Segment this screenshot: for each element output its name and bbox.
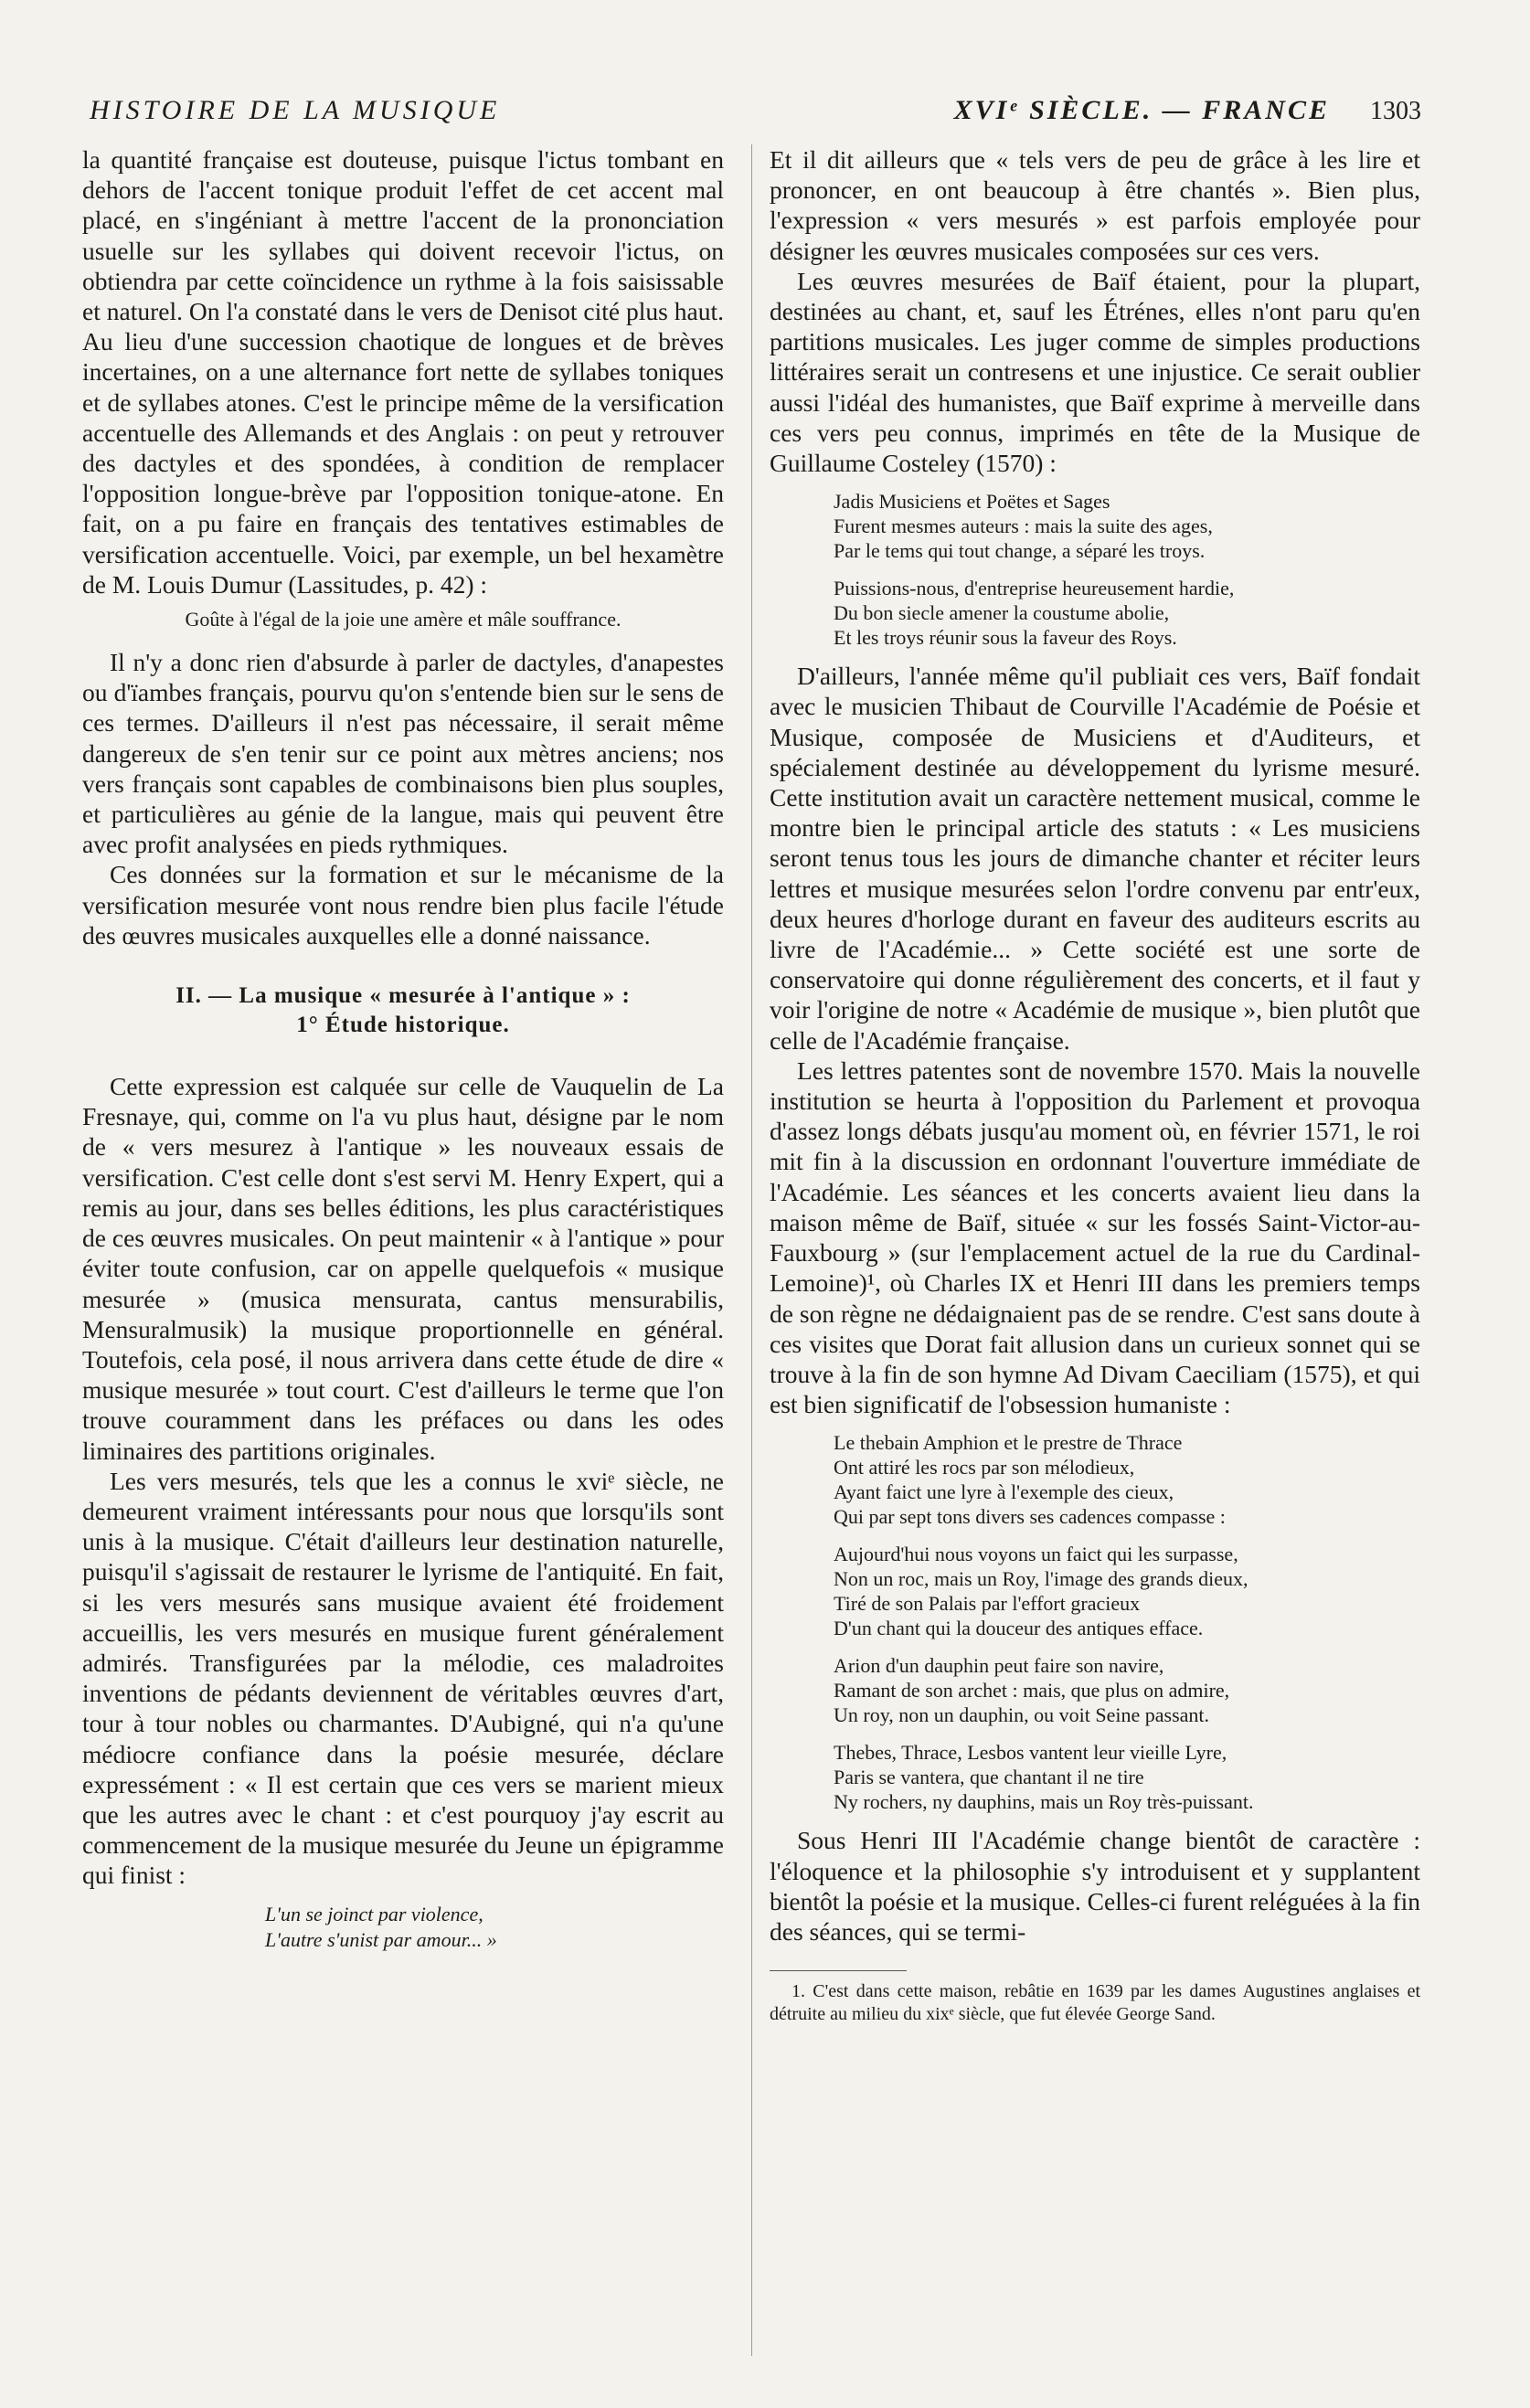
verse-stanza [834, 1653, 1420, 1727]
verse-line: Jadis Musiciens et Poëtes et Sages [834, 490, 1110, 514]
paragraph: D'ailleurs, l'année même qu'il publiait ces vers, Baïf fondait avec le musicien Thibaut de Courville l'Académie de Poésie et Musique, composée de Musiciens et d'Auditeurs, et spécialement destinée au développement du lyrisme mesuré. Cette institution avait un caractère nettement musical, comme le montre bien le principal article des statuts : « Les musiciens seront tenus tous les jours de dimanche chanter et réciter leurs lettres et musique mesurées selon l'ordre convenu par entr'eux, deux heures d'horloge durant en faveur des auditeurs escrits au livre de l'Académie... » Cette société est une sorte de conservatoire qui donne régulièrement des concerts, et il faut y voir l'origine de notre « Académie de musique », bien plutôt que celle de l'Académie française. [770, 662, 1420, 1055]
verse-line: Ont attiré les rocs par son mélodieux, [834, 1456, 1135, 1480]
paragraph: la quantité française est douteuse, puisque l'ictus tombant en dehors de l'accent tonique produit l'effet de cet accent mal placé, en s'ingéniant à mettre l'accent de la prononciation usuelle sur les syllabes qui doivent recevoir l'ictus, on obtiendra par cette coïncidence un rythme à la fois saisissable et naturel. On l'a constaté dans le vers de Denisot cité plus haut. Au lieu d'une succession chaotique de longues et de brèves incertaines, on a une alternance fort nette de syllabes toniques et de syllabes atones. C'est le principe même de la versification accentuelle des Allemands et des Anglais : on peut y retrouver des dactyles et des spondées, à condition de remplacer l'opposition longue-brève par l'opposition tonique-atone. En fait, on a pu faire en français des tentatives estimables de versification accentuelle. Voici, par exemple, un bel hexamètre de M. Louis Dumur (Lassitudes, p. 42) : [82, 145, 724, 599]
section-heading [82, 981, 724, 1040]
paragraph: Cette expression est calquée sur celle de Vauquelin de La Fresnaye, qui, comme on l'a vu plus haut, désigne par le nom de « vers mesurez à l'antique » les nouveaux essais de versification. C'est celle dont s'est servi M. Henry Expert, qui a remis au jour, dans ses belles éditions, les plus caractéristiques de ces œuvres musicales. On peut maintenir « à l'antique » pour éviter toute confusion, car on appelle quelquefois « musique mesurée » (musica mensurata, cantus mensurabilis, Mensuralmusik) la musique proportionnelle en général. Toutefois, cela posé, il nous arrivera dans cette étude de dire « musique mesurée » tout court. C'est d'ailleurs le terme que l'on trouve couramment dans les préfaces ou dans les odes liminaires des partitions originales. [82, 1072, 724, 1465]
verse-line: Paris se vantera, que chantant il ne tire [834, 1766, 1144, 1789]
epigram-line: L'autre s'unist par amour... » [265, 1927, 497, 1951]
footnote: 1. C'est dans cette maison, rebâtie en 1639 par les dames Augustines anglaises et détruite au milieu du xixᵉ siècle, que fut élevée George Sand. [770, 1981, 1420, 2025]
paragraph: Les œuvres mesurées de Baïf étaient, pour la plupart, destinées au chant, et, sauf les Étrénes, elles n'ont paru qu'en partitions musicales. Les juger comme de simples productions littéraires serait un contresens et une injustice. Ce serait oublier aussi l'idéal des humanistes, que Baïf exprime à merveille dans ces vers peu connus, imprimés en tête de la Musique de Guillaume Costeley (1570) : [770, 266, 1420, 478]
verse-line: Qui par sept tons divers ses cadences compasse : [834, 1505, 1226, 1529]
verse-line: Puissions-nous, d'entreprise heureusement hardie, [834, 577, 1235, 600]
epigram-quote [265, 1902, 724, 1953]
right-column [770, 144, 1420, 2026]
paragraph: Et il dit ailleurs que « tels vers de peu de grâce à les lire et prononcer, en ont beaucoup à être chantés ». Bien plus, l'expression « vers mesurés » est parfois employée pour désigner les œuvres musicales composées sur ces vers. [770, 145, 1420, 265]
header-title-left: HISTOIRE DE LA MUSIQUE [90, 95, 501, 125]
verse-line: Par le tems qui tout change, a séparé les troys. [834, 539, 1206, 563]
verse-line: Thebes, Thrace, Lesbos vantent leur vieille Lyre, [834, 1741, 1227, 1765]
verse-stanza [834, 489, 1420, 563]
verse-stanza [834, 576, 1420, 650]
verse-line: Un roy, non un dauphin, ou voit Seine passant. [834, 1703, 1210, 1727]
left-column [82, 144, 724, 1953]
paragraph: Ces données sur la formation et sur le mécanisme de la versification mesurée vont nous rendre bien plus facile l'étude des œuvres musicales auxquelles elle a donné naissance. [82, 860, 724, 949]
section-heading-line: II. — La musique « mesurée à l'antique » : [175, 983, 631, 1009]
verse-line: Furent mesmes auteurs : mais la suite des ages, [834, 514, 1213, 538]
verse-line: Arion d'un dauphin peut faire son navire, [834, 1654, 1164, 1678]
verse-line: Ramant de son archet : mais, que plus on admire, [834, 1679, 1230, 1703]
verse-line: Du bon siecle amener la coustume abolie, [834, 601, 1170, 625]
quoted-hexameter: Goûte à l'égal de la joie une amère et mâle souffrance. [185, 608, 622, 631]
verse-line: Et les troys réunir sous la faveur des Roys. [834, 626, 1177, 650]
section-heading-line: 1° Étude historique. [296, 1013, 510, 1038]
epigram-line: L'un se joinct par violence, [265, 1902, 483, 1925]
sonnet-dorat [834, 1430, 1420, 1814]
verse-line: Tiré de son Palais par l'effort gracieux [834, 1592, 1141, 1616]
verse-line: D'un chant qui la douceur des antiques efface. [834, 1617, 1204, 1640]
verse-line: Non un roc, mais un Roy, l'image des grands dieux, [834, 1567, 1248, 1591]
verse-stanza [834, 1542, 1420, 1640]
verse-line: Aujourd'hui nous voyons un faict qui les surpasse, [834, 1543, 1238, 1566]
verse-line: Le thebain Amphion et le prestre de Thrace [834, 1431, 1183, 1455]
header-title-right: XVIᵉ SIÈCLE. — FRANCE [953, 95, 1330, 125]
paragraph: Les vers mesurés, tels que les a connus le xviᵉ siècle, ne demeurent vraiment intéressants pour nous que lorsqu'ils sont unis à la musique. C'était d'ailleurs leur destination naturelle, puisqu'il s'agissait de restaurer le lyrisme de l'antiquité. En fait, si les vers mesurés sans musique avaient été froidement accueillis, les vers mesurés en musique furent généralement admirés. Transfigurées par la mélodie, ces maladroites inventions de pédants deviennent de véritables œuvres d'art, tour à tour nobles ou charmantes. D'Aubigné, qui n'a qu'une médiocre confiance dans la poésie mesurée, déclare expressément : « Il est certain que ces vers se marient mieux que les autres avec le chant : et c'est pourquoy j'ay escrit au commencement de la musique mesurée du Jeune un épigramme qui finist : [82, 1466, 724, 1890]
footnote-rule [770, 1970, 907, 1971]
verse-line: Ayant faict une lyre à l'exemple des cieux, [834, 1480, 1174, 1504]
verse-block-costeley [834, 489, 1420, 650]
verse-stanza [834, 1430, 1420, 1529]
verse-line: Ny rochers, ny dauphins, mais un Roy très-puissant. [834, 1790, 1254, 1814]
paragraph: Les lettres patentes sont de novembre 1570. Mais la nouvelle institution se heurta à l'opposition du Parlement et provoqua d'assez longs débats jusqu'au moment où, en février 1571, le roi mit fin à la discussion en ordonnant l'ouverture immédiate de l'Académie. Les séances et les concerts avaient lieu dans la maison même de Baïf, située « sur les fossés Saint-Victor-au-Fauxbourg » (sur l'emplacement actuel de la rue du Cardinal-Lemoine)¹, où Charles IX et Henri III dans les premiers temps de son règne ne dédaignaient pas de se rendre. C'est sans doute à ces visites que Dorat fait allusion dans un curieux sonnet qui se trouve à la fin de son hymne Ad Divam Caeciliam (1575), et qui est bien significatif de l'obsession humaniste : [770, 1055, 1420, 1419]
paragraph: Sous Henri III l'Académie change bientôt de caractère : l'éloquence et la philosophie s'y introduisent et y supplantent bientôt la poésie et la musique. Celles-ci furent reléguées à la fin des séances, qui se termi- [770, 1826, 1420, 1946]
document-page [82, 91, 1421, 2358]
column-divider [751, 144, 752, 2356]
page-number: 1303 [1370, 97, 1421, 125]
verse-stanza [834, 1740, 1420, 1814]
running-header [82, 91, 1421, 135]
paragraph: Il n'y a donc rien d'absurde à parler de dactyles, d'anapestes ou d'ïambes français, pourvu qu'on s'entende bien sur le sens de ces termes. D'ailleurs il n'est pas nécessaire, il serait même dangereux de s'en tenir sur ce point aux mètres anciens; nos vers français sont capables de combinaisons bien plus souples, et particulières au génie de la langue, mais qui peuvent être avec profit analysées en pieds rythmiques. [82, 648, 724, 859]
